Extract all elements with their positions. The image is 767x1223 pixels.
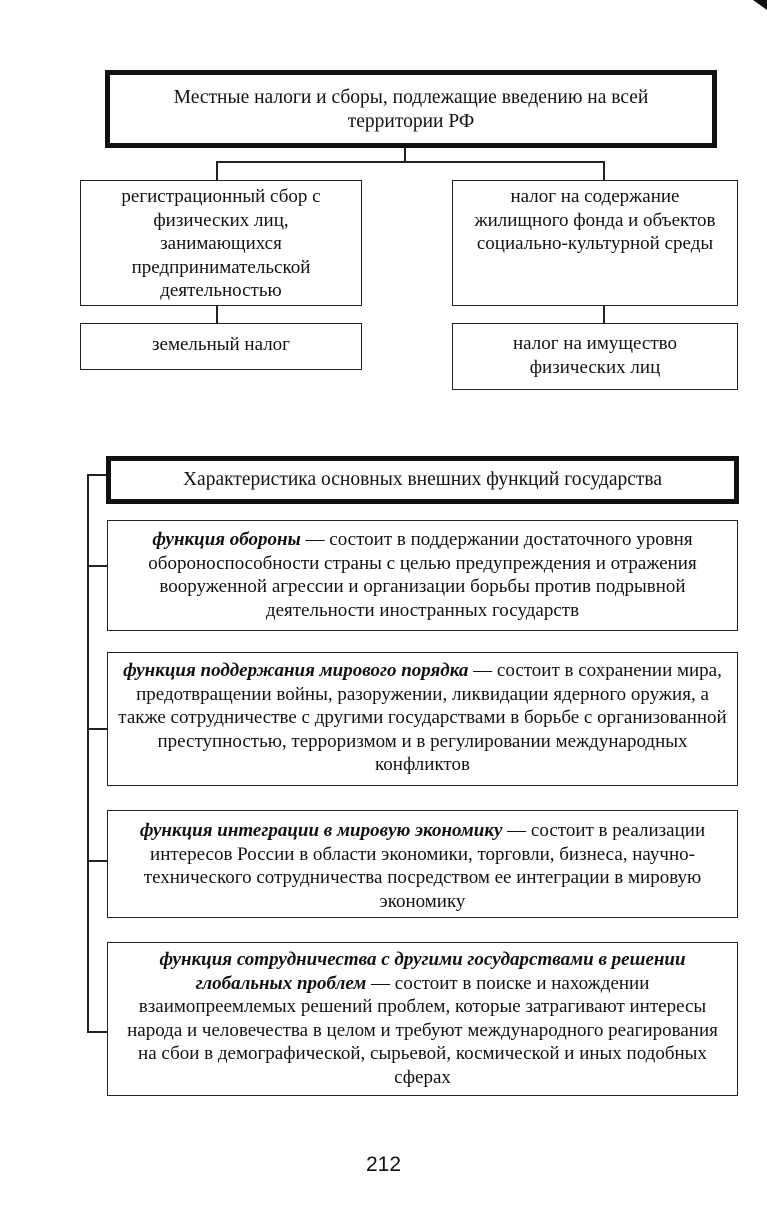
tax-label: налог на имущество физических лиц bbox=[513, 333, 677, 378]
local-taxes-title: Местные налоги и сборы, подлежащие введению на всей территории РФ bbox=[173, 87, 649, 132]
function-dash: — bbox=[300, 529, 330, 550]
function-term: функция поддержания мирового порядка bbox=[123, 660, 469, 681]
tax-box-property-tax bbox=[452, 323, 738, 390]
bracket-vertical-line bbox=[87, 474, 89, 1032]
tax-box-land-tax bbox=[80, 323, 362, 370]
connector-line bbox=[216, 161, 604, 163]
connector-line bbox=[216, 161, 218, 181]
function-description: состоит в поиске и нахождении взаимопреемлемых решений проблем, которые затрагивают интересы народа и человечества в целом и требуют международного реагирования на сбои в демографической, сырьевой, космической и иных подобных сферах bbox=[127, 972, 718, 1088]
external-functions-title-box bbox=[106, 456, 739, 504]
page-corner-mark bbox=[753, 0, 767, 10]
function-dash: — bbox=[468, 660, 497, 681]
function-dash: — bbox=[366, 972, 395, 994]
function-description: состоит в поддержании достаточного уровня обороноспособности страны с целью предупреждения и отражения вооруженной агрессии и организации борьбы против подрывной деятельности иностранных государств bbox=[148, 529, 697, 621]
function-box-defense bbox=[107, 520, 738, 631]
function-box-global-problems bbox=[107, 942, 738, 1096]
function-term: функция обороны bbox=[152, 529, 301, 550]
function-term: функция сотрудничества с другими государствами в решении глобальных проблем bbox=[159, 949, 686, 994]
tax-box-registration-fee bbox=[80, 180, 362, 306]
tax-label: налог на содержание жилищного фонда и объектов социально-культурной среды bbox=[474, 186, 716, 254]
tax-label: регистрационный сбор с физических лиц, занимающихся предпринимательской деятельностью bbox=[121, 186, 321, 301]
connector-line bbox=[216, 306, 218, 324]
bracket-branch bbox=[87, 1031, 107, 1033]
local-taxes-title-box bbox=[105, 70, 717, 148]
tax-label: земельный налог bbox=[152, 334, 290, 355]
function-term: функция интеграции в мировую экономику bbox=[139, 820, 503, 841]
bracket-branch bbox=[87, 565, 107, 567]
connector-line bbox=[603, 306, 605, 324]
function-box-world-order bbox=[107, 652, 738, 786]
bracket-branch bbox=[87, 728, 107, 730]
connector-line bbox=[404, 148, 406, 162]
external-functions-title: Характеристика основных внешних функций государства bbox=[182, 469, 663, 490]
page-number: 212 bbox=[365, 1153, 402, 1176]
bracket-branch bbox=[87, 474, 107, 476]
function-box-economic-integration bbox=[107, 810, 738, 918]
function-description: состоит в реализации интересов России в области экономики, торговли, бизнеса, научно-технического сотрудничества посредством ее интеграции в мировую экономику bbox=[143, 820, 706, 912]
function-dash: — bbox=[502, 820, 531, 841]
connector-line bbox=[603, 161, 605, 181]
bracket-branch bbox=[87, 860, 107, 862]
function-description: состоит в сохранении мира, предотвращении войны, разоружении, ликвидации ядерного оружия, а также сотрудничестве с другими государствами в борьбе с организованной преступностью, терроризмом и в регулировании международных конфликтов bbox=[118, 660, 727, 775]
tax-box-housing-fund bbox=[452, 180, 738, 306]
